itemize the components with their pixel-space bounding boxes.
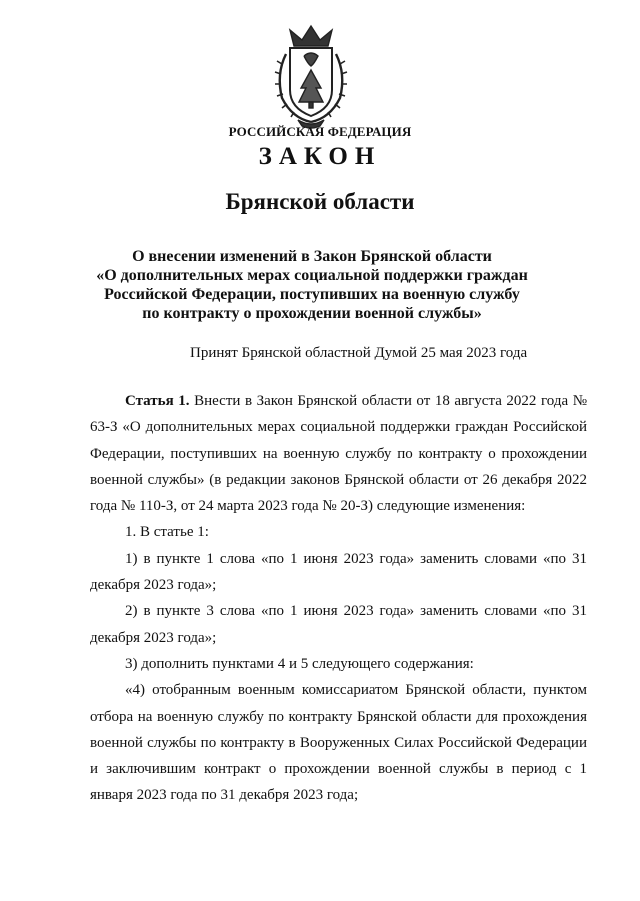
country-name: РОССИЙСКАЯ ФЕДЕРАЦИЯ bbox=[228, 124, 412, 139]
list-item: 1. В статье 1: bbox=[125, 524, 209, 541]
law-title-line: по контракту о прохождении военной службы» bbox=[142, 305, 482, 322]
list-item: 3) дополнить пунктами 4 и 5 следующего содержания: bbox=[125, 655, 474, 672]
law-title-line: О внесении изменений в Закон Брянской области bbox=[132, 248, 492, 265]
list-item: «4) отобранным военным комиссариатом Брянской области, пунктом отбора на военную службу по контракту Брянской области для прохождения военной службы по контракту в Вооруженных Силах Российской Федерации и заключившим контракт о прохождении военной службы в период с 1 января 2023 года по 31 декабря 2023 года; bbox=[90, 682, 587, 804]
document-type: ЗАКОН bbox=[258, 143, 382, 170]
coat-of-arms-icon bbox=[268, 24, 354, 130]
document-body bbox=[90, 388, 587, 809]
article-1-text: Внести в Закон Брянской области от 18 августа 2022 года № 63-З «О дополнительных мерах социальной поддержки граждан Российской Федерации, поступивших на военную службу по контракту о прохождении военной службы» (в редакции законов Брянской области от 26 декабря 2022 года № 110-З, от 24 марта 2023 года № 20-З) следующие изменения: bbox=[90, 393, 588, 515]
region-name: Брянской области bbox=[225, 189, 415, 214]
adoption-line: Принят Брянской областной Думой 25 мая 2023 года bbox=[190, 345, 528, 361]
list-item: 1) в пункте 1 слова «по 1 июня 2023 года» заменить словами «по 31 декабря 2023 года»; bbox=[90, 550, 587, 594]
law-title-line: «О дополнительных мерах социальной поддержки граждан bbox=[96, 267, 528, 284]
law-title bbox=[84, 247, 540, 323]
article-1-label: Статья 1. bbox=[125, 393, 190, 409]
article-1-paragraph bbox=[90, 388, 587, 519]
list-item: 2) в пункте 3 слова «по 1 июня 2023 года» заменить словами «по 31 декабря 2023 года»; bbox=[90, 603, 587, 646]
law-title-line: Российской Федерации, поступивших на военную службу bbox=[104, 286, 520, 303]
